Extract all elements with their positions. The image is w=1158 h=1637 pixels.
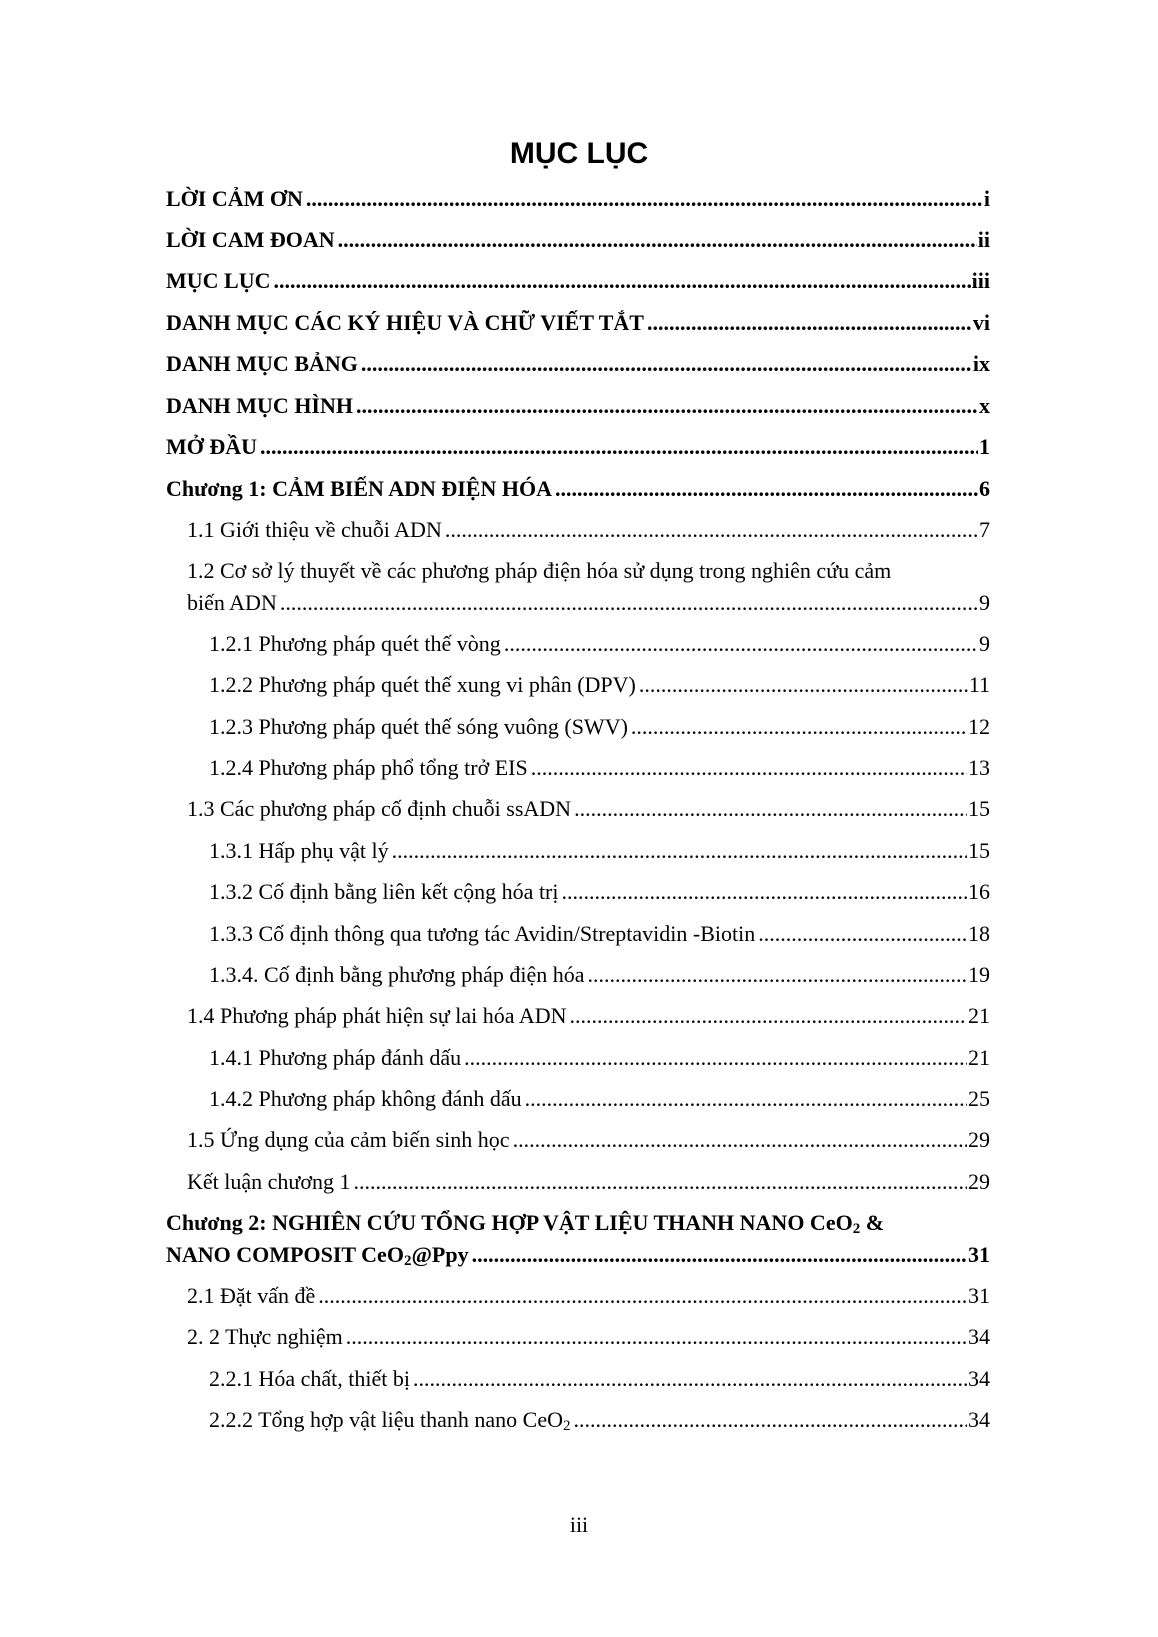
toc-entry-page: vi xyxy=(972,310,990,335)
toc-entry-page: 31 xyxy=(968,1283,990,1308)
toc-entry-page: 13 xyxy=(968,755,990,780)
chapter2-line1-sub: 2 xyxy=(852,1221,861,1237)
toc-entry-page: 6 xyxy=(979,476,990,501)
toc-entry-text: 1.4.2 Phương pháp không đánh dấu xyxy=(209,1086,522,1111)
toc-entry-text: LỜI CẢM ƠN xyxy=(166,186,303,211)
toc-entry-page: 21 xyxy=(968,1045,990,1070)
dot-leader xyxy=(758,921,967,947)
toc-entry-1-3-3[interactable] xyxy=(209,921,990,947)
toc-entry-text xyxy=(209,1407,571,1433)
dot-leader xyxy=(639,672,968,698)
toc-entry-page: 9 xyxy=(979,590,990,615)
toc-entry-1-2[interactable] xyxy=(187,558,990,616)
toc-entry-2-2[interactable] xyxy=(187,1324,990,1350)
toc-entry-page: 11 xyxy=(968,672,990,697)
toc-entry-text: 1.3.4. Cố định bằng phương pháp điện hóa xyxy=(209,962,585,987)
entry-2-2-2-sub: 2 xyxy=(563,1418,571,1434)
toc-entry-text: 1.4.1 Phương pháp đánh dấu xyxy=(209,1045,462,1070)
toc-entry-page: 12 xyxy=(968,714,990,739)
dot-leader xyxy=(531,755,967,781)
toc-entry-1-3-1[interactable] xyxy=(209,838,990,864)
dot-leader xyxy=(513,1127,967,1153)
toc-entry-1-3-2[interactable] xyxy=(209,879,990,905)
toc-entry-text: 1.2.4 Phương pháp phổ tổng trở EIS xyxy=(209,755,528,780)
toc-entry-text: DANH MỤC HÌNH xyxy=(166,393,353,418)
toc-entry-page: 15 xyxy=(968,796,990,821)
toc-entry-page: 31 xyxy=(968,1242,990,1267)
dot-leader xyxy=(445,517,978,543)
dot-leader xyxy=(574,796,967,822)
toc-entry-1-2-2[interactable] xyxy=(209,672,990,698)
dot-leader xyxy=(574,1407,967,1433)
dot-leader xyxy=(353,1169,967,1195)
page-number: iii xyxy=(569,1512,589,1537)
toc-entry-text: 1.2.3 Phương pháp quét thế sóng vuông (SWV) xyxy=(209,714,628,739)
toc-entry-text-line2 xyxy=(166,1242,469,1268)
dot-leader xyxy=(392,838,967,864)
toc-entry-text-line1 xyxy=(166,1210,990,1236)
toc-entry-page: 25 xyxy=(968,1086,990,1111)
toc-entry-text: MỤC LỤC xyxy=(166,268,271,293)
toc-entry-2-2-1[interactable] xyxy=(209,1366,990,1392)
toc-entry-text-line2: biến ADN xyxy=(187,590,277,615)
chapter2-line1-a: Chương 2: NGHIÊN CỨU TỔNG HỢP VẬT LIỆU THANH NANO CeO xyxy=(166,1210,853,1235)
chapter2-line2-sub: 2 xyxy=(403,1253,412,1269)
toc-entry-page: 34 xyxy=(968,1407,990,1432)
toc-entry-2-2-2[interactable] xyxy=(209,1407,990,1433)
dot-leader xyxy=(588,962,967,988)
dot-leader xyxy=(280,590,978,616)
toc-entry-page: 7 xyxy=(979,517,990,542)
chapter2-line1-b: & xyxy=(860,1210,885,1235)
toc-entry-page: 18 xyxy=(968,921,990,946)
toc-entry-1-2-4[interactable] xyxy=(209,755,990,781)
toc-entry-page: 9 xyxy=(979,631,990,656)
toc-entry-loi-cam-doan[interactable] xyxy=(166,227,990,253)
toc-entry-chuong-2[interactable] xyxy=(166,1210,990,1268)
dot-leader xyxy=(361,351,972,377)
toc-entry-text: DANH MỤC CÁC KÝ HIỆU VÀ CHỮ VIẾT TẮT xyxy=(166,310,644,335)
toc-entry-text: 2.2.1 Hóa chất, thiết bị xyxy=(209,1366,411,1391)
toc-entry-mo-dau[interactable] xyxy=(166,434,990,460)
toc-entry-text: Kết luận chương 1 xyxy=(187,1169,351,1194)
toc-entry-danh-muc-bang[interactable] xyxy=(166,351,990,377)
toc-entry-text-line1: 1.2 Cơ sở lý thuyết về các phương pháp điện hóa sử dụng trong nghiên cứu cảm xyxy=(187,558,892,583)
toc-entry-text: DANH MỤC BẢNG xyxy=(166,351,358,376)
toc-entry-text: 2. 2 Thực nghiệm xyxy=(187,1324,343,1349)
chapter2-line2-a: NANO COMPOSIT CeO xyxy=(166,1242,404,1267)
dot-leader xyxy=(356,393,978,419)
toc-entry-2-1[interactable] xyxy=(187,1283,990,1309)
toc-entry-chuong-1[interactable] xyxy=(166,476,990,502)
toc-entry-1-4-1[interactable] xyxy=(209,1045,990,1071)
toc-entry-page: ii xyxy=(977,227,990,252)
toc-entry-page: 29 xyxy=(968,1127,990,1152)
toc-entry-danh-muc-hinh[interactable] xyxy=(166,393,990,419)
toc-entry-page: 1 xyxy=(979,434,990,459)
toc-entry-text: 1.3.1 Hấp phụ vật lý xyxy=(209,838,389,863)
toc-entry-page: x xyxy=(979,393,990,418)
toc-entry-text: 1.2.2 Phương pháp quét thế xung vi phân (DPV) xyxy=(209,672,636,697)
toc-entry-text: LỜI CAM ĐOAN xyxy=(166,227,335,252)
toc-entry-text: Chương 1: CẢM BIẾN ADN ĐIỆN HÓA xyxy=(166,476,552,501)
toc-entry-muc-luc[interactable] xyxy=(166,268,990,294)
toc-entry-page: ix xyxy=(972,351,990,376)
dot-leader xyxy=(260,434,978,460)
dot-leader xyxy=(338,227,977,253)
dot-leader xyxy=(464,1045,967,1071)
toc-entry-text: 2.1 Đặt vấn đề xyxy=(187,1283,316,1308)
dot-leader xyxy=(562,879,968,905)
toc-entry-text: 1.4 Phương pháp phát hiện sự lai hóa ADN xyxy=(187,1003,567,1028)
toc-entry-page: 21 xyxy=(968,1003,990,1028)
toc-entry-page: iii xyxy=(971,268,990,293)
toc-entry-1-1[interactable] xyxy=(187,517,990,543)
dot-leader xyxy=(318,1283,967,1309)
dot-leader xyxy=(631,714,967,740)
dot-leader xyxy=(274,268,971,294)
toc-entry-1-4[interactable] xyxy=(187,1003,990,1029)
dot-leader xyxy=(306,186,983,212)
toc-title: MỤC LỤC xyxy=(509,137,649,170)
toc-entry-1-3[interactable] xyxy=(187,796,990,822)
toc-entry-text: 1.5 Ứng dụng của cảm biến sinh học xyxy=(187,1127,510,1152)
toc-entry-text: MỞ ĐẦU xyxy=(166,434,258,459)
entry-2-2-2-text: 2.2.2 Tổng hợp vật liệu thanh nano CeO xyxy=(209,1407,564,1432)
toc-entry-page: i xyxy=(983,186,990,211)
toc-entry-loi-cam-on[interactable] xyxy=(166,186,990,212)
chapter2-line2-b: @Ppy xyxy=(411,1242,469,1267)
dot-leader xyxy=(525,1086,967,1112)
toc-entry-page: 34 xyxy=(968,1324,990,1349)
toc-entry-danh-muc-ky-hieu[interactable] xyxy=(166,310,990,336)
toc-entry-page: 29 xyxy=(968,1169,990,1194)
toc-entry-1-5[interactable] xyxy=(187,1127,990,1153)
toc-entry-text: 1.1 Giới thiệu về chuỗi ADN xyxy=(187,517,442,542)
toc-entry-ket-luan-1[interactable] xyxy=(187,1169,990,1195)
toc-entry-text: 1.2.1 Phương pháp quét thế vòng xyxy=(209,631,501,656)
dot-leader xyxy=(555,476,978,502)
dot-leader xyxy=(570,1003,968,1029)
toc-entry-text: 1.3.2 Cố định bằng liên kết cộng hóa trị xyxy=(209,879,559,904)
toc-entry-page: 15 xyxy=(968,838,990,863)
toc-entry-1-2-1[interactable] xyxy=(209,631,990,657)
toc-entry-page: 19 xyxy=(968,962,990,987)
toc-entry-1-4-2[interactable] xyxy=(209,1086,990,1112)
toc-entry-page: 34 xyxy=(968,1366,990,1391)
toc-entry-page: 16 xyxy=(968,879,990,904)
toc-entry-1-2-3[interactable] xyxy=(209,714,990,740)
dot-leader xyxy=(647,310,972,336)
toc-entry-text: 1.3.3 Cố định thông qua tương tác Avidin/Streptavidin -Biotin xyxy=(209,921,756,946)
dot-leader xyxy=(472,1242,967,1268)
dot-leader xyxy=(413,1366,967,1392)
toc-entry-1-3-4[interactable] xyxy=(209,962,990,988)
toc-entry-text: 1.3 Các phương pháp cố định chuỗi ssADN xyxy=(187,796,572,821)
dot-leader xyxy=(346,1324,967,1350)
dot-leader xyxy=(504,631,978,657)
